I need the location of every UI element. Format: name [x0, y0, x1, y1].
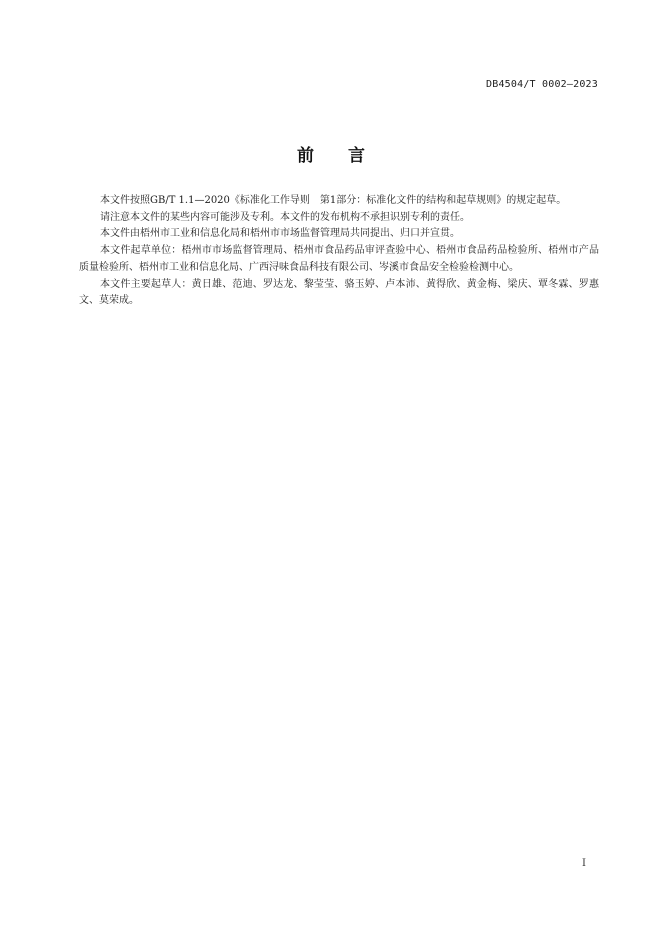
title-char-yan: 言	[348, 146, 365, 166]
foreword-body	[79, 193, 599, 310]
section-title	[0, 141, 662, 166]
title-char-qian: 前	[297, 146, 314, 166]
paragraph-main-drafters: 本文件主要起草人：黄日雄、范迪、罗达龙、黎莹莹、骆玉婷、卢本沛、黄得欣、黄金梅、梁庆、覃冬霖、罗惠文、莫荣成。	[79, 278, 599, 307]
paragraph-proposer: 本文件由梧州市工业和信息化局和梧州市市场监督管理局共同提出、归口并宣贯。	[100, 228, 460, 240]
paragraph-drafting-units: 本文件起草单位：梧州市市场监督管理局、梧州市食品药品审评查验中心、梧州市食品药品检验所、梧州市产品质量检验所、梧州市工业和信息化局、广西浔味食品科技有限公司、岑溪市食品安全检验检测中心。	[79, 245, 599, 273]
paragraph-drafting-basis: 本文件按照GB/T 1.1—2020《标准化工作导则 第1部分：标准化文件的结构和起草规则》的规定起草。	[100, 195, 567, 206]
standard-code: DB4504/T 0002—2023	[486, 79, 598, 90]
page-number: I	[582, 858, 586, 869]
paragraph-patent-notice: 请注意本文件的某些内容可能涉及专利。本文件的发布机构不承担识别专利的责任。	[100, 211, 470, 223]
